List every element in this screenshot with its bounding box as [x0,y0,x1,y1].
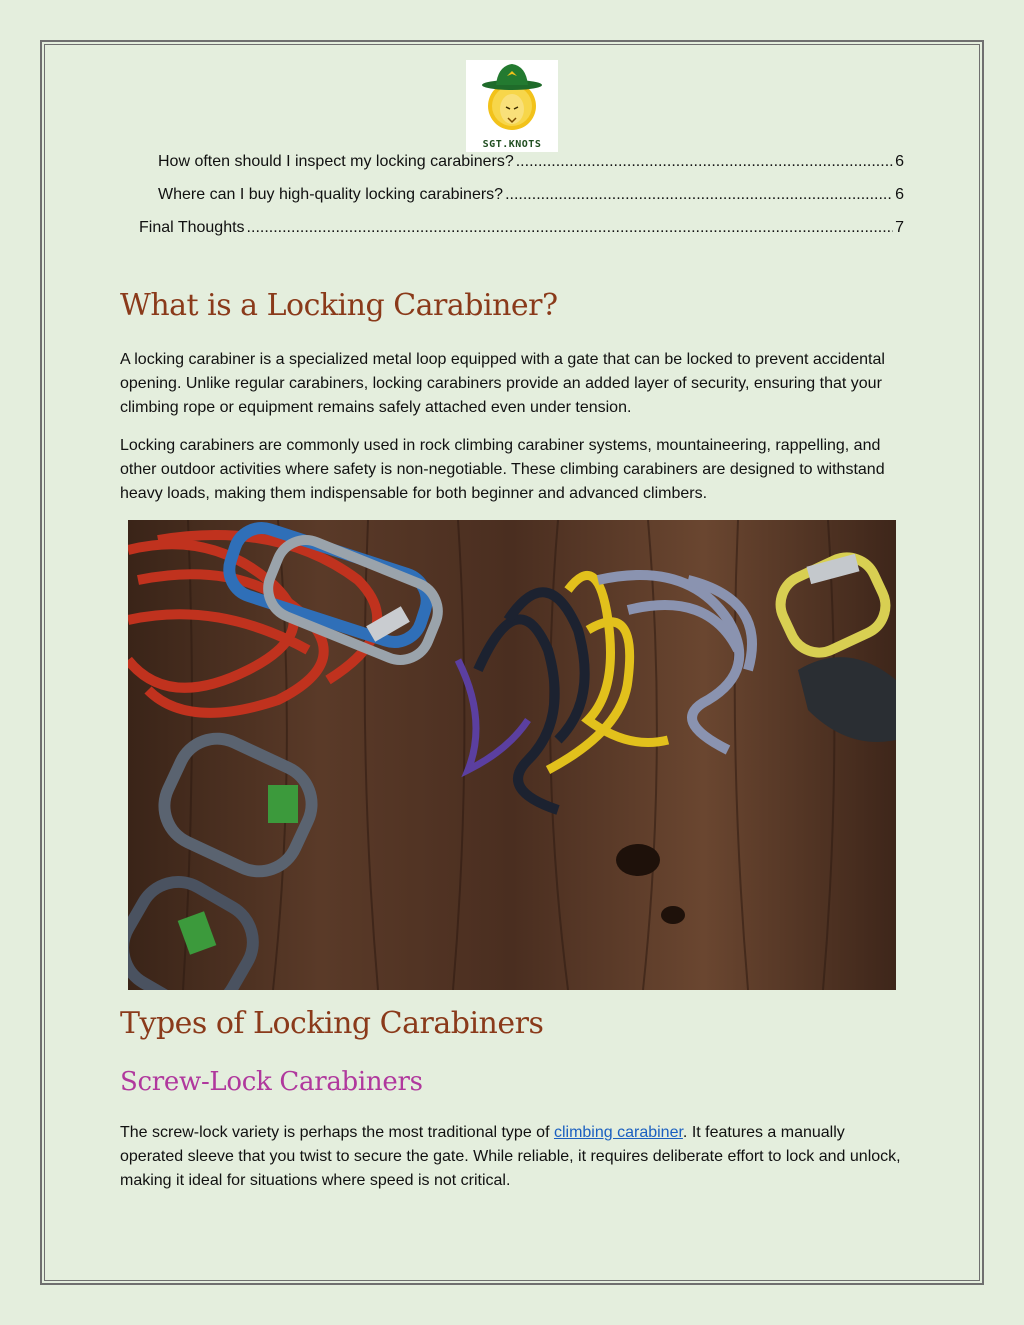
toc-leader-dots [505,185,893,205]
logo-text: SGT.KNOTS [482,139,542,150]
lion-hat-icon [466,60,558,140]
toc-leader-dots [247,218,894,238]
paragraph-text-start: The screw-lock variety is perhaps the most traditional type of [120,1124,554,1141]
paragraph-usage: Locking carabiners are commonly used in rock climbing carabiner systems, mountaineering, rappelling, and other outdoor activities where safety is non-negotiable. These climbing carabiners are designed to withstand heavy loads, making them indispensable for both beginner and advanced climbers. [120,437,885,502]
subheading-screw-lock: Screw-Lock Carabiners [120,1067,423,1097]
paragraph-text-end: . It features a manually operated sleeve that you twist to secure the gate. While reliable, it requires deliberate effort to lock and unlock, making it ideal for situations where speed is not critical. [120,1124,901,1189]
paragraph-screw-lock [120,1121,910,1193]
carabiners-photo [128,520,896,990]
toc-entry-page: 6 [895,186,904,203]
toc-leader-dots [516,152,893,172]
toc-entry[interactable] [158,185,904,205]
section-heading-locking-carabiner: What is a Locking Carabiner? [120,288,558,323]
toc-entry-label: How often should I inspect my locking carabiners? [158,153,514,170]
paragraph-definition: A locking carabiner is a specialized metal loop equipped with a gate that can be locked to prevent accidental opening. Unlike regular carabiners, locking carabiners provide an added layer of security, ensuring that your climbing rope or equipment remains safely attached even under tension. [120,351,885,416]
sgt-knots-logo [466,60,558,152]
toc-entry-page: 7 [895,219,904,236]
toc-entry-label: Where can I buy high-quality locking carabiners? [158,186,504,203]
toc-entry[interactable] [139,218,904,238]
climbing-carabiner-link[interactable]: climbing carabiner [553,1124,683,1141]
toc-entry-page: 6 [895,153,904,170]
section-heading-types: Types of Locking Carabiners [120,1006,544,1041]
toc-entry-label: Final Thoughts [139,219,245,236]
toc-entry[interactable] [158,152,904,172]
